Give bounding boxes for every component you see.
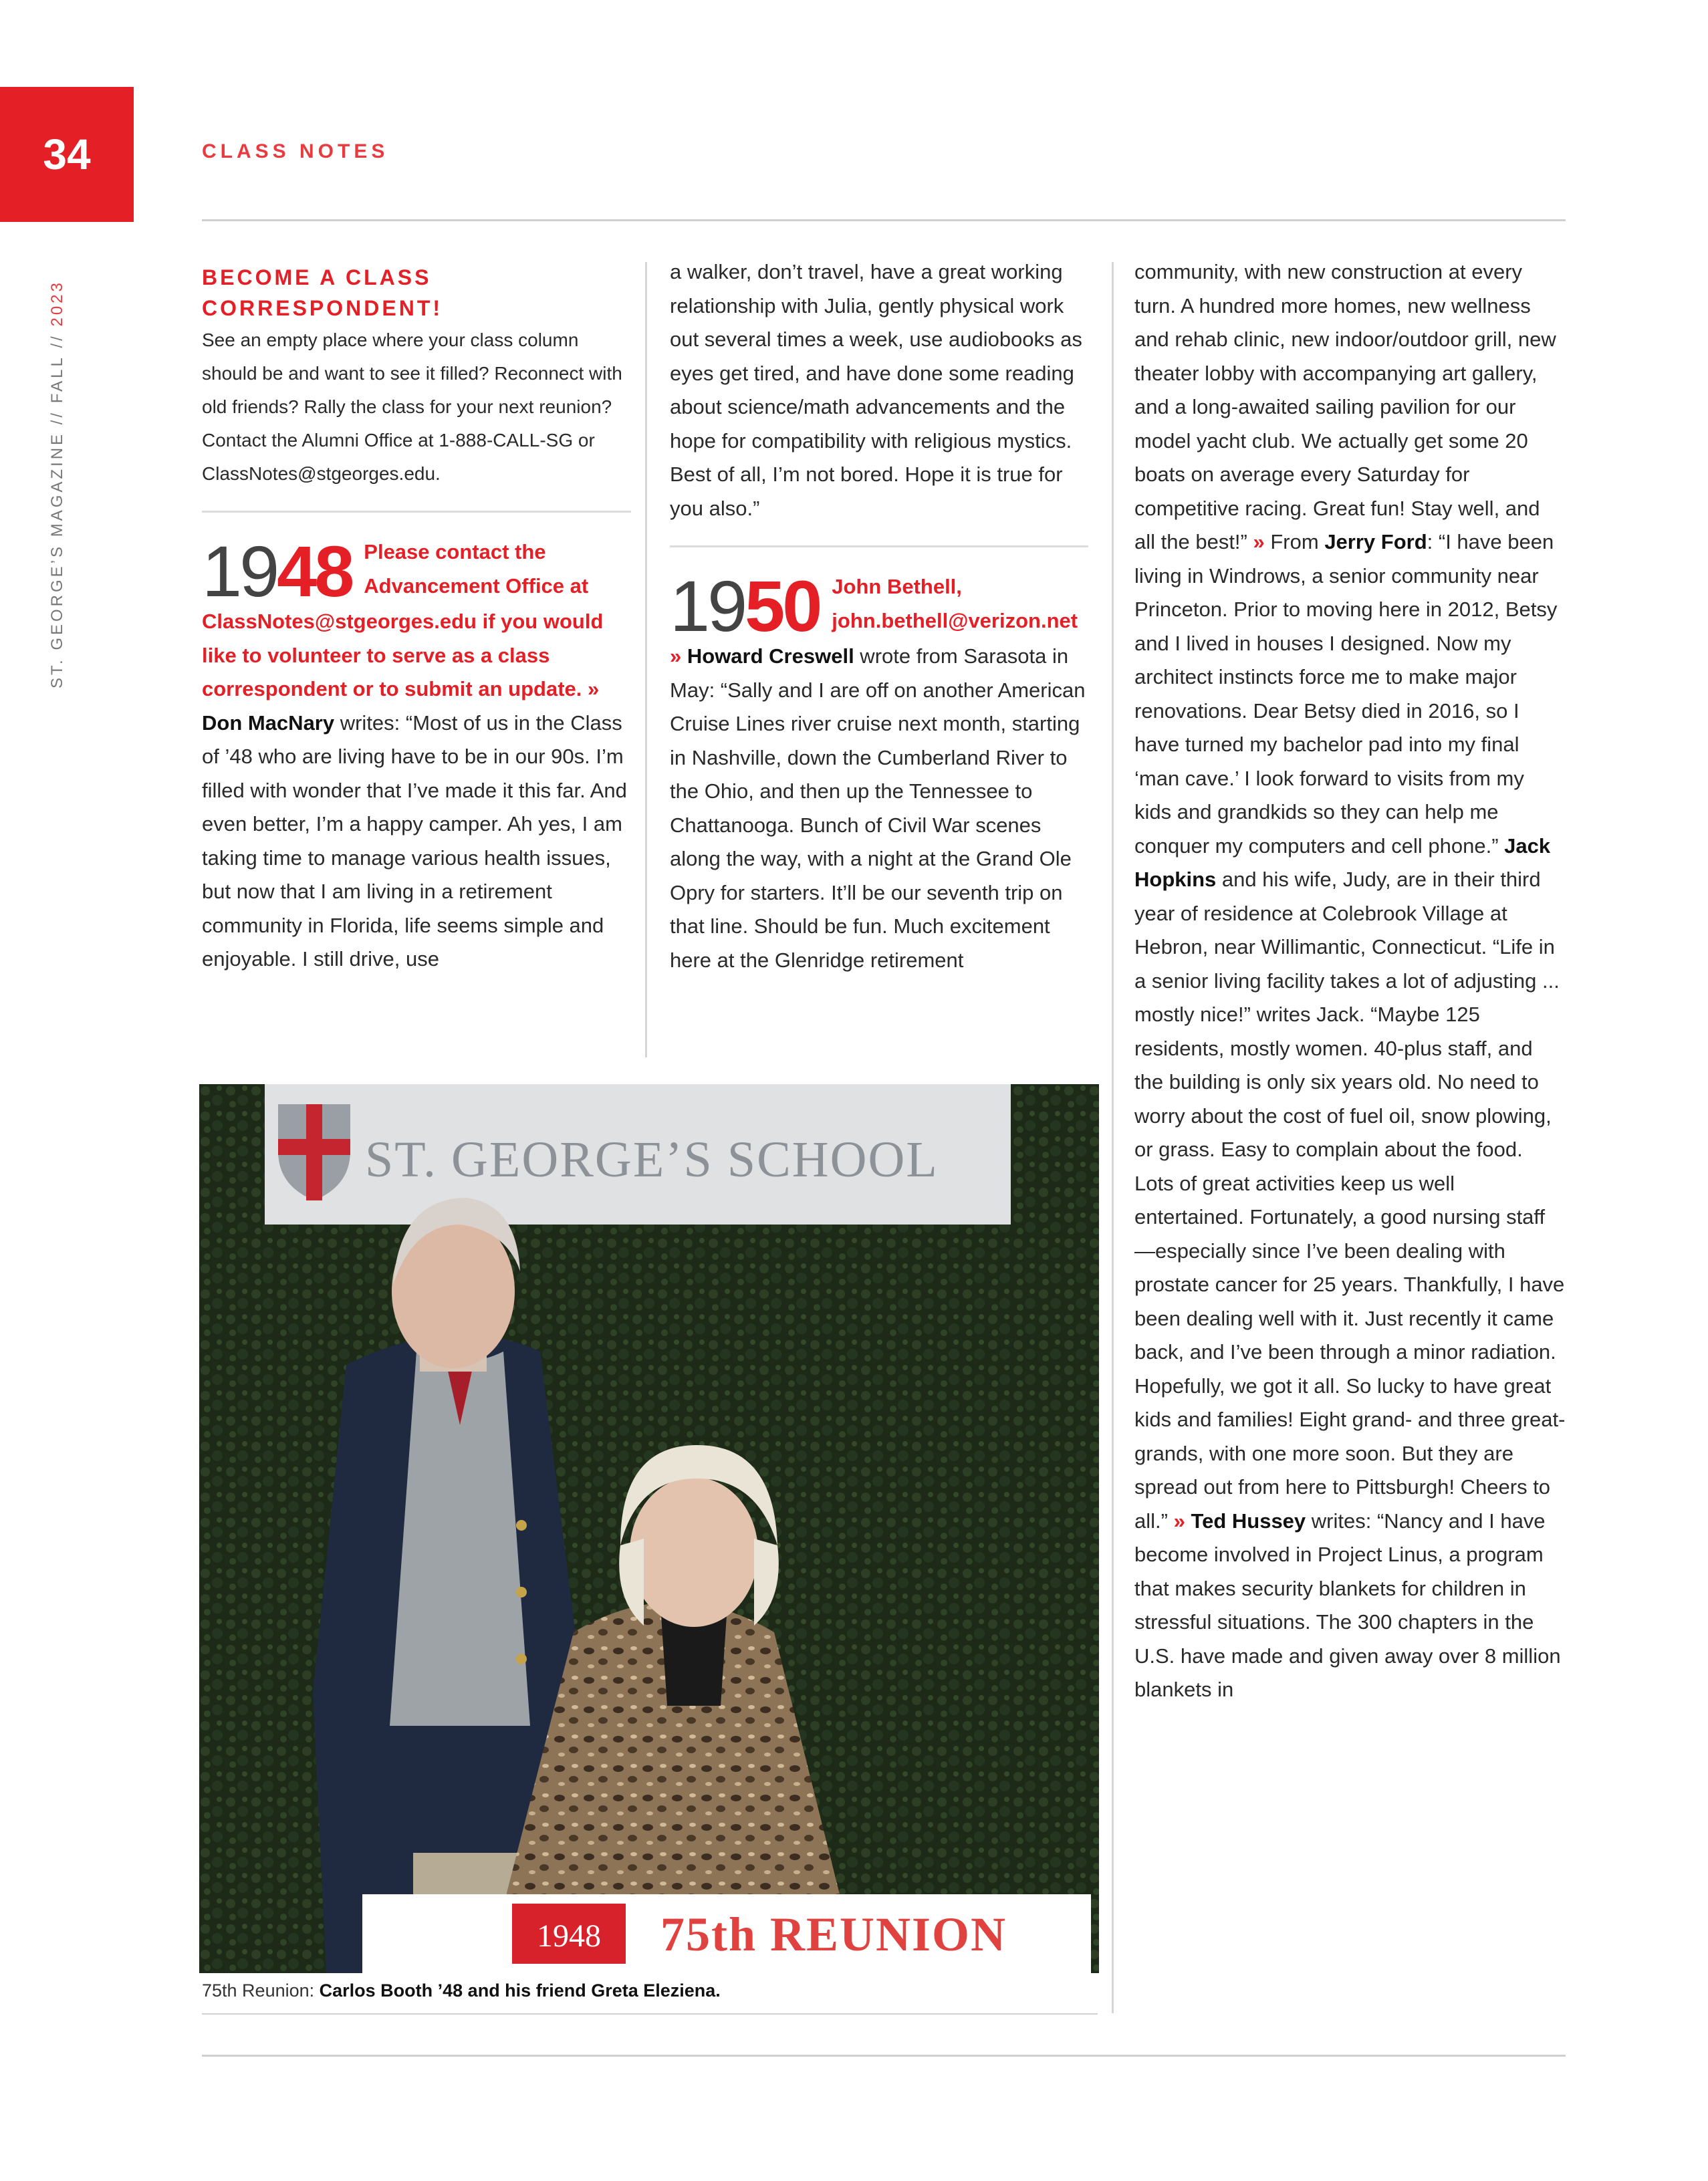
entry-marker: » <box>588 677 600 700</box>
caption-names: Carlos Booth ’48 and his friend Greta Eleziena. <box>319 1980 721 2001</box>
entry-text: writes: “Most of us in the Class of ’48 who are living have to be in our 90s. I’m filled with wonder that I’ve made it this far. And even better, I’m a happy camper. Ah yes, I am taking time to manage various health issues, but now that I am living in a retirement community in Florida, life seems simple and enjoyable. I still drive, use <box>202 711 627 971</box>
banner-text: ST. GEORGE’S SCHOOL <box>365 1132 939 1188</box>
class-1948-entry <box>202 531 631 977</box>
class-1948-heading: Please contact the Advancement Office at ClassNotes@stgeorges.edu if you would like to volunteer to serve as a class correspondent or to submit an update. <box>202 540 604 700</box>
alumni-name: Howard Creswell <box>687 644 854 668</box>
from-label: From <box>1270 530 1325 553</box>
page-number-tab <box>0 87 134 222</box>
entry-marker: » <box>670 644 682 668</box>
year-suffix: 48 <box>277 531 352 612</box>
entry-text-continued: a walker, don’t travel, have a great working relationship with Julia, gently physical work out several times a week, use audiobooks as eyes get tired, and have done some reading about science/math advancements and the hope for compatibility with religious mystics. Best of all, I’m not bored. Hope it is true for you also.” <box>670 260 1082 520</box>
spine-year: 2023 <box>48 280 66 327</box>
separator <box>670 545 1088 547</box>
column-2 <box>670 255 1088 977</box>
alumni-name: Don MacNary <box>202 711 335 735</box>
badge-year: 1948 <box>537 1918 601 1954</box>
reunion-photo-image <box>199 1084 1099 1973</box>
bottom-rule <box>202 2055 1566 2057</box>
separator <box>202 511 631 513</box>
alumni-name: Jerry Ford <box>1324 530 1427 553</box>
class-correspondent: John Bethell, john.bethell@verizon.net <box>832 575 1078 632</box>
column-divider-1 <box>645 262 647 1057</box>
class-year-1948 <box>202 531 352 612</box>
spine-part3: FALL <box>48 355 66 404</box>
top-rule <box>202 219 1566 221</box>
column-divider-2 <box>1112 262 1114 2013</box>
entry-marker: » <box>1253 530 1265 553</box>
callout-title: BECOME A CLASS CORRESPONDENT! <box>202 265 443 320</box>
class-year-1950 <box>670 565 820 646</box>
entry-text: writes: “Nancy and I have become involved in Project Linus, a program that makes security blankets for children in stressful situations. The 300 chapters in the U.S. have made and given away over 8 million blankets in <box>1134 1509 1561 1701</box>
caption-rule <box>202 2013 1098 2015</box>
entry-marker: » <box>1173 1509 1185 1533</box>
column-3 <box>1134 255 1566 2005</box>
alumni-name: Ted Hussey <box>1191 1509 1306 1533</box>
caption-prefix: 75th Reunion: <box>202 1980 320 2001</box>
callout-body: See an empty place where your class column should be and want to see it filled? Reconnect with old friends? Rally the class for your next reunion? Contact the Alumni Office at 1-888-CALL-SG or ClassNotes@stgeorges.edu. <box>202 330 622 484</box>
alumni-name: Jack Hopkins <box>1134 833 1551 891</box>
magazine-spine-label <box>48 261 72 688</box>
year-prefix: 19 <box>202 531 277 612</box>
class-1950-entry <box>670 565 1088 977</box>
spine-sep2: // <box>48 334 66 348</box>
reunion-photo <box>199 1084 1099 1973</box>
page-number: 34 <box>43 130 91 178</box>
column-1 <box>202 262 631 977</box>
entry-text: and his wife, Judy, are in their third year of residence at Colebrook Village at Hebron, near Willimantic, Connecticut. “Life in a senior living facility takes a lot of adjusting ... mostly nice!” writes Jack. “Maybe 125 residents, mostly women. 40-plus staff, and the building is only six years old. No need to worry about the cost of fuel oil, snow plowing, or grass. Easy to complain about the food. Lots of great activities keep us well entertained. Fortunately, a good nursing staff—especially since I’ve been dealing with prostate cancer for 25 years. Thankfully, I have been dealing well with it. Just recently it came back, and I’ve been through a minor radiation. Hopefully, we got it all. So lucky to have great kids and families! Eight grand- and three great-grands, with one more soon. But they are spread out from here to Pittsburgh! Cheers to all.” <box>1134 868 1566 1533</box>
year-suffix: 50 <box>745 565 820 646</box>
year-prefix: 19 <box>670 565 745 646</box>
photo-caption <box>202 1977 1098 2004</box>
section-label: CLASS NOTES <box>202 140 389 162</box>
spine-part1: ST. GEORGE’S <box>48 543 66 688</box>
spine-part2: MAGAZINE <box>48 431 66 537</box>
reunion-text: 75th REUNION <box>660 1908 1007 1961</box>
entry-text: : “I have been living in Windrows, a senior community near Princeton. Prior to moving here in 2012, Betsy and I lived in houses I designed. Now my architect instincts force me to make major renovations. Dear Betsy died in 2016, so I have turned my bachelor pad into my final ‘man cave.’ I look forward to visits from my kids and grandkids so they can help me conquer my computers and cell phone.” <box>1134 530 1558 858</box>
entry-text: wrote from Sarasota in May: “Sally and I are off on another American Cruise Lines river cruise next month, starting in Nashville, down the Cumberland River to the Ohio, and then up the Tennessee to Chattanooga. Bunch of Civil War scenes along the way, with a night at the Grand Ole Opry for starters. It’ll be our seventh trip on that line. Should be fun. Much excitement here at the Glenridge retirement <box>670 644 1086 972</box>
entry-text-continued: community, with new construction at every turn. A hundred more homes, new wellness and rehab clinic, new indoor/outdoor grill, new theater lobby with accompanying art gallery, and a long-awaited sailing pavilion for our model yacht club. We actually get some 20 boats on average every Saturday for competitive racing. Great fun! Stay well, and all the best!” <box>1134 260 1556 553</box>
spine-sep1: // <box>48 410 66 425</box>
